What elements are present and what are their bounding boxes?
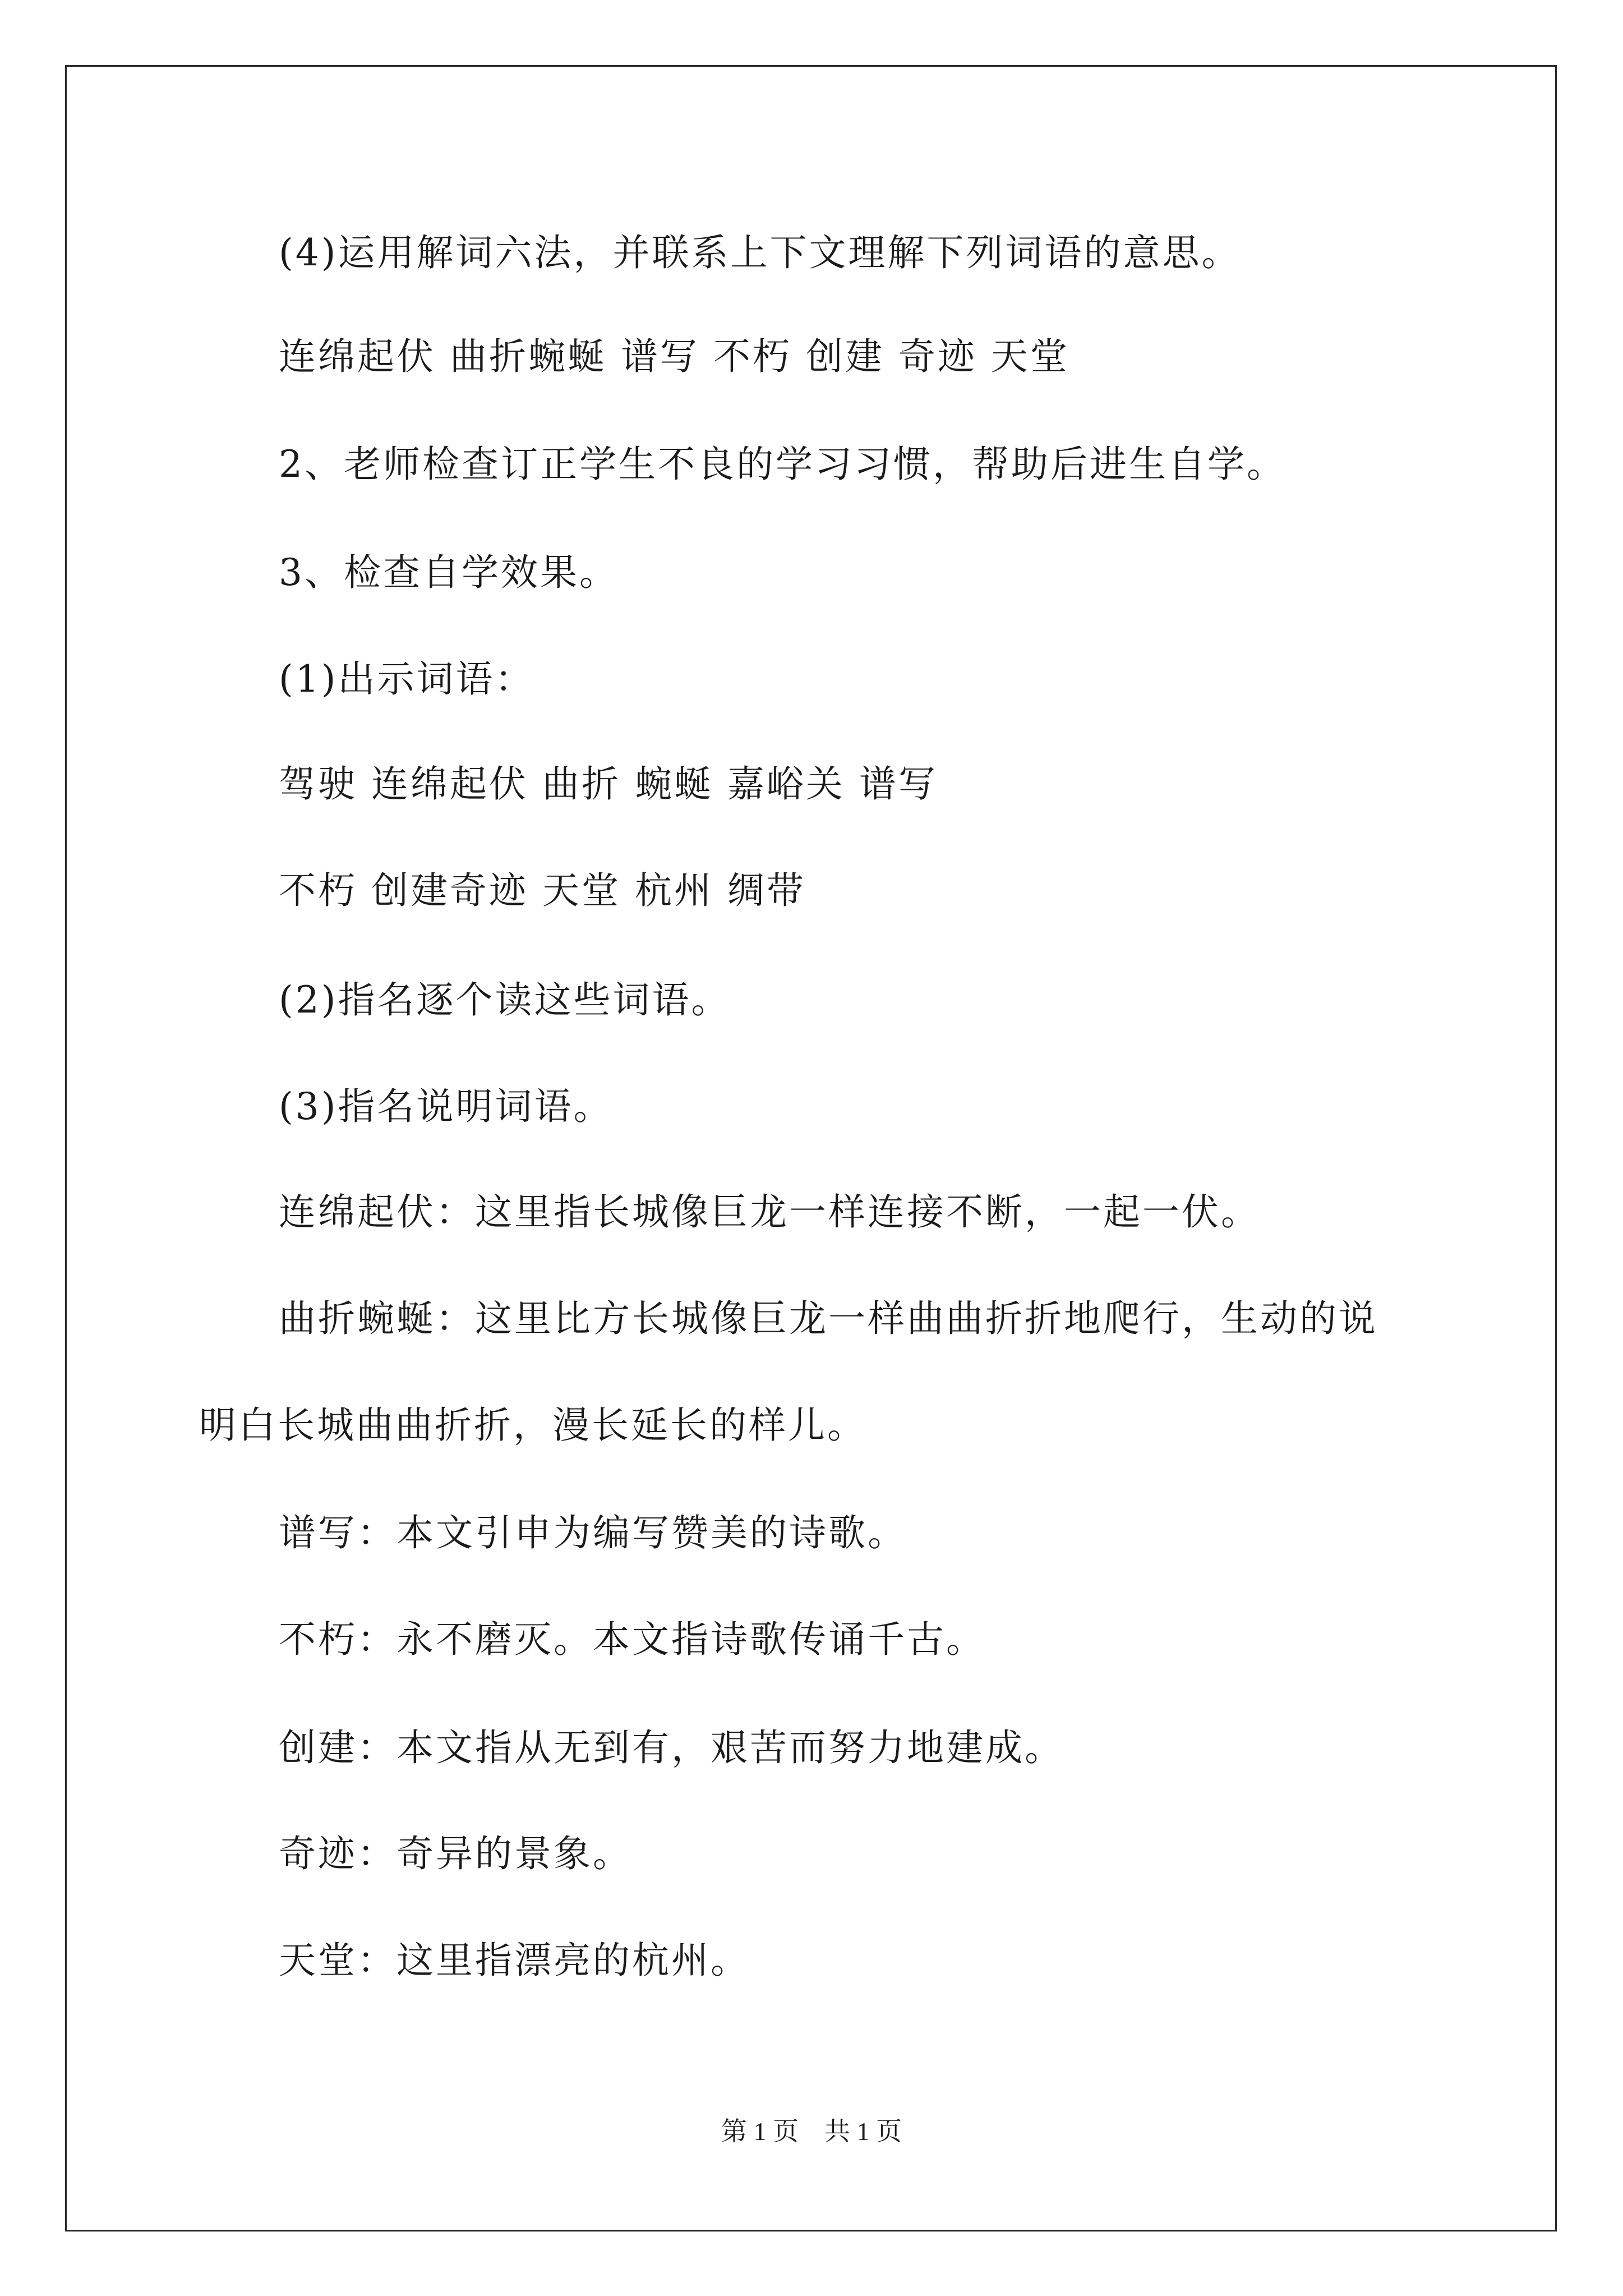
text-line: 谱写：本文引申为编写赞美的诗歌。 bbox=[279, 1511, 907, 1554]
text-line: 连绵起伏：这里指长城像巨龙一样连接不断，一起一伏。 bbox=[279, 1190, 1260, 1234]
text-line: (1)出示词语： bbox=[279, 657, 534, 701]
text-line: 天堂：这里指漂亮的杭州。 bbox=[279, 1939, 750, 1982]
text-line: 曲折蜿蜒：这里比方长城像巨龙一样曲曲折折地爬行，生动的说 bbox=[279, 1297, 1378, 1340]
page-number-footer: 第 1 页 共 1 页 bbox=[721, 2117, 902, 2146]
text-line: (2)指名逐个读这些词语。 bbox=[279, 978, 731, 1022]
text-line: 连绵起伏 曲折蜿蜒 谱写 不朽 创建 奇迹 天堂 bbox=[279, 335, 1069, 378]
page-border bbox=[65, 65, 1557, 2231]
text-line: 明白长城曲曲折折，漫长延长的样儿。 bbox=[199, 1404, 866, 1447]
text-line: 创建：本文指从无到有，艰苦而努力地建成。 bbox=[279, 1726, 1064, 1769]
text-line: 奇迹：奇异的景象。 bbox=[279, 1832, 632, 1875]
text-line: 3、检查自学效果。 bbox=[279, 551, 619, 594]
text-line: 驾驶 连绵起伏 曲折 蜿蜒 嘉峪关 谱写 bbox=[279, 762, 938, 806]
text-line: 不朽 创建奇迹 天堂 杭州 绸带 bbox=[279, 869, 806, 912]
text-line: (4)运用解词六法，并联系上下文理解下列词语的意思。 bbox=[279, 231, 1241, 274]
text-line: 2、老师检查订正学生不良的学习习惯，帮助后进生自学。 bbox=[279, 443, 1286, 486]
text-line: 不朽：永不磨灭。本文指诗歌传诵千古。 bbox=[279, 1618, 985, 1661]
text-line: (3)指名说明词语。 bbox=[279, 1085, 613, 1128]
